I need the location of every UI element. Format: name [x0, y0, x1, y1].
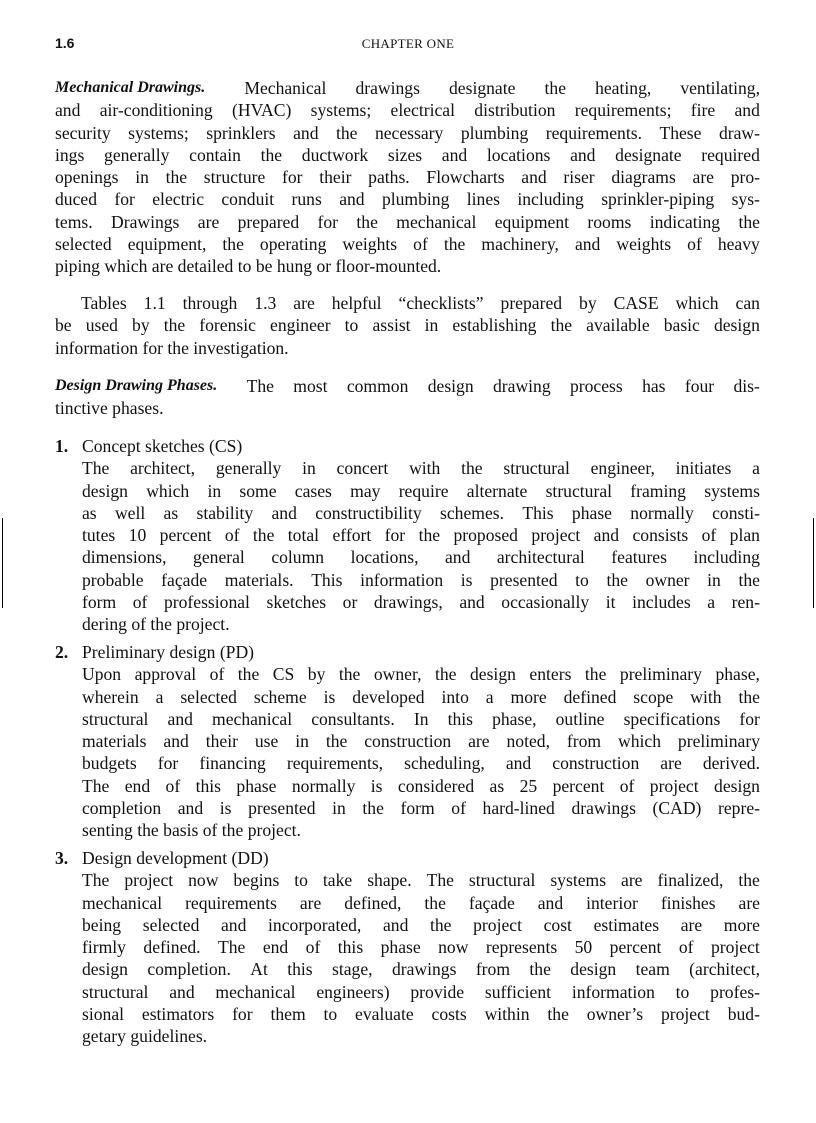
text-line: duced for electric conduit runs and plumbing lines including sprinkler-piping sys- [55, 189, 760, 210]
margin-rule-right [813, 518, 814, 608]
text-line: Mechanical Drawings. Mechanical drawings designate the heating, ventilating, [55, 78, 760, 98]
text-line: design completion. At this stage, drawings from the design team (architect, [82, 959, 760, 980]
run-in-heading: Mechanical Drawings. [55, 79, 206, 96]
list-item [82, 641, 760, 841]
text-line: Preliminary design (PD) [82, 642, 255, 662]
text-line: openings in the structure for their paths. Flowcharts and riser diagrams are pro- [55, 167, 760, 187]
paragraph [55, 292, 760, 359]
text-line: tems. Drawings are prepared for the mechanical equipment rooms indicating the [55, 211, 760, 232]
text-line: form of professional sketches or drawings, and occasionally it includes a ren- [82, 591, 760, 612]
text-line: probable façade materials. This information is presented to the owner in the [82, 569, 760, 590]
text-line: design which in some cases may require alternate structural framing systems [82, 480, 760, 501]
text-line: Upon approval of the CS by the owner, the design enters the preliminary phase, [82, 664, 760, 685]
text-line: firmly defined. The end of this phase now represents 50 percent of project [82, 937, 760, 957]
text-line: sional estimators for them to evaluate costs within the owner’s project bud- [82, 1003, 760, 1024]
text-line: ings generally contain the ductwork sizes and locations and designate required [55, 144, 760, 165]
paragraph [55, 375, 760, 420]
text-line: Tables 1.1 through 1.3 are helpful “checklists” prepared by CASE which can [81, 293, 760, 313]
text-line: completion and is presented in the form of hard-lined drawings (CAD) repre- [82, 797, 760, 818]
text-line: wherein a selected scheme is developed into a more defined scope with the [82, 686, 760, 707]
text-line: selected equipment, the operating weights of the machinery, and weights of heavy [55, 233, 760, 254]
text-line: tinctive phases. [55, 398, 164, 419]
text-line: structural and mechanical engineers) provide sufficient information to profes- [82, 981, 760, 1002]
run-in-heading: Design Drawing Phases. [55, 377, 218, 394]
text-line: dimensions, general column locations, and architectural features including [82, 547, 760, 568]
text-line: senting the basis of the project. [82, 820, 301, 840]
page-number: 1.6 [55, 35, 75, 51]
text-line: The end of this phase normally is considered as 25 percent of project design [82, 775, 760, 796]
text-line: getary guidelines. [82, 1026, 208, 1046]
text-line: mechanical requirements are defined, the façade and interior finishes are [82, 892, 760, 913]
text-line: The project now begins to take shape. The structural systems are finalized, the [82, 870, 760, 891]
text-line: and air-conditioning (HVAC) systems; electrical distribution requirements; fire and [55, 100, 760, 121]
list-number: 1. [55, 436, 69, 456]
paragraph [55, 77, 760, 277]
text-line: Design Drawing Phases. The most common design drawing process has four dis- [55, 376, 760, 396]
text-line: structural and mechanical consultants. In this phase, outline specifications for [82, 708, 760, 729]
text-line: materials and their use in the construction are noted, from which preliminary [82, 731, 760, 751]
text-line: be used by the forensic engineer to assist in establishing the available basic design [55, 315, 760, 336]
list-number: 2. [55, 642, 69, 662]
text-line: budgets for financing requirements, scheduling, and construction are derived. [82, 753, 760, 774]
text-line: dering of the project. [82, 614, 230, 634]
list-item [82, 847, 760, 1047]
text-line: tutes 10 percent of the total effort for the proposed project and consists of plan [82, 525, 760, 545]
margin-rule-left [2, 518, 3, 608]
list-number: 3. [55, 848, 69, 868]
running-title: CHAPTER ONE [361, 36, 455, 51]
text-line: being selected and incorporated, and the project cost estimates are more [82, 914, 760, 935]
text-line: as well as stability and constructibility schemes. This phase normally consti- [82, 502, 760, 523]
text-line: piping which are detailed to be hung or floor-mounted. [55, 256, 442, 276]
text-line: Design development (DD) [82, 848, 269, 868]
text-line: Concept sketches (CS) [82, 436, 243, 456]
text-line: security systems; sprinklers and the necessary plumbing requirements. These draw- [55, 122, 760, 143]
list-item [82, 435, 760, 635]
text-line: The architect, generally in concert with the structural engineer, initiates a [82, 458, 760, 479]
text-line: information for the investigation. [55, 337, 289, 358]
